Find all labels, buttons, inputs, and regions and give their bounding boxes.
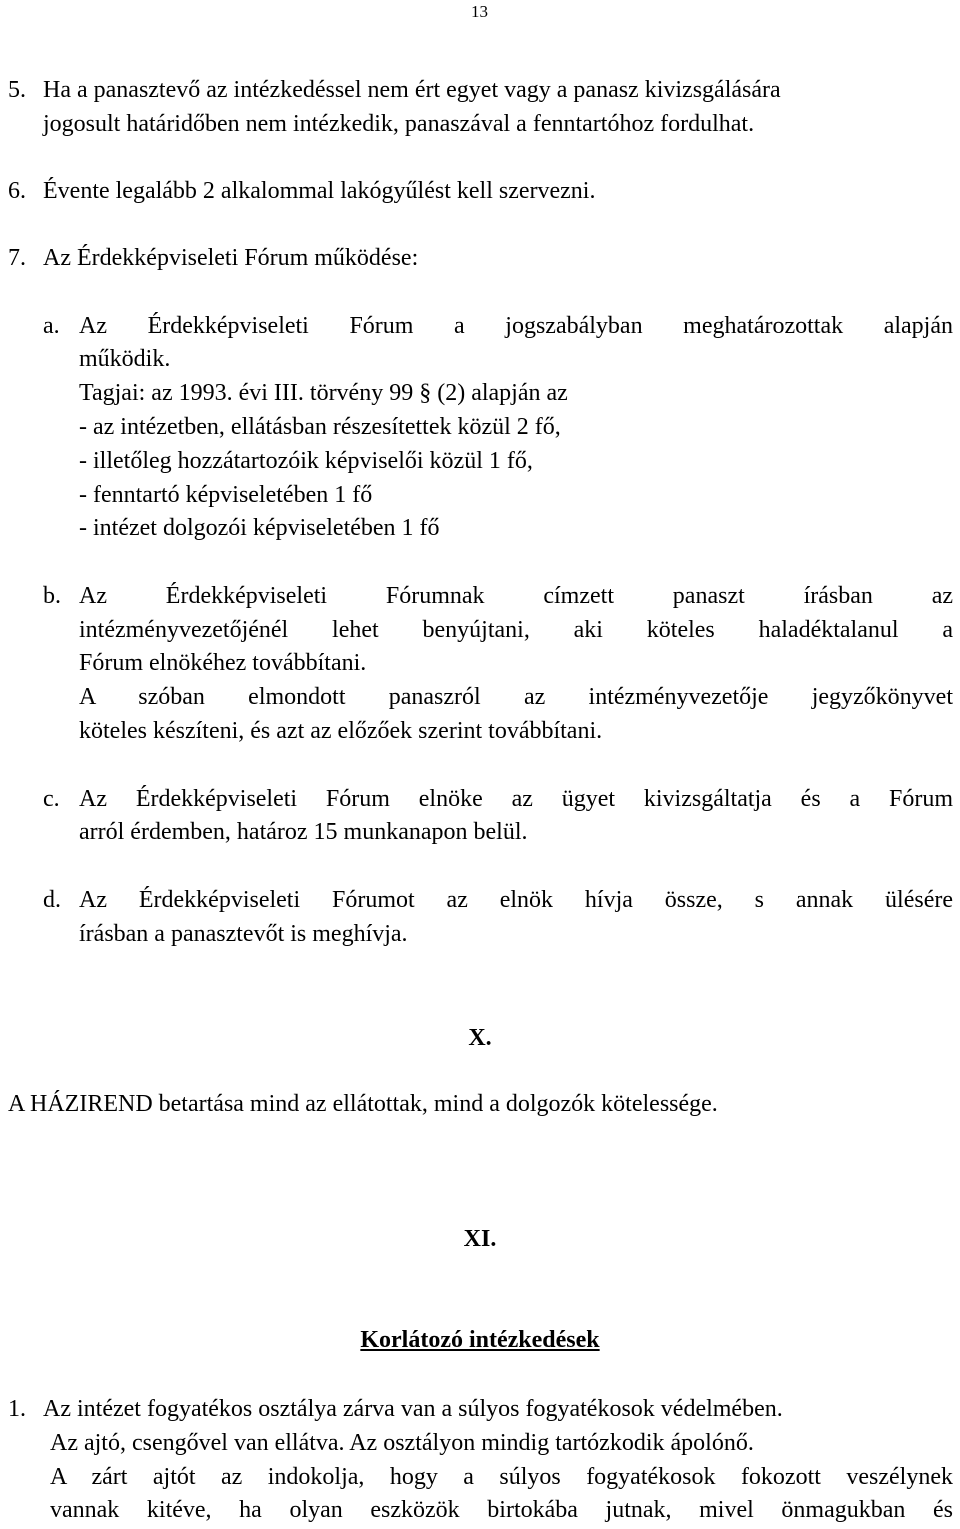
sub-a-member-2: - illetőleg hozzátartozóik képviselői közül 1 fő, bbox=[79, 448, 533, 474]
section-xi-line-3: A zárt ajtót az indokolja, hogy a súlyos fogyatékosok fokozott veszélynek bbox=[50, 1464, 953, 1490]
sub-d-line-1: Az Érdekképviseleti Fórumot az elnök hívja össze, s annak ülésére bbox=[79, 887, 953, 913]
sub-a-member-4: - intézet dolgozói képviseletében 1 fő bbox=[79, 515, 440, 541]
sub-c-line-2: arról érdemben, határoz 15 munkanapon belül. bbox=[79, 819, 528, 845]
sub-a-line-1: Az Érdekképviseleti Fórum a jogszabályban meghatározottak alapján bbox=[79, 313, 953, 339]
section-xi-line-1: Az intézet fogyatékos osztálya zárva van a súlyos fogyatékosok védelmében. bbox=[43, 1396, 783, 1422]
item-5-line-1: Ha a panasztevő az intézkedéssel nem ért egyet vagy a panasz kivizsgálására bbox=[43, 77, 781, 103]
section-xi-line-2: Az ajtó, csengővel van ellátva. Az osztályon mindig tartózkodik ápolónő. bbox=[50, 1430, 754, 1456]
section-x-text: A HÁZIREND betartása mind az ellátottak, mind a dolgozók kötelessége. bbox=[8, 1091, 718, 1117]
item-6-number: 6. bbox=[8, 178, 26, 204]
section-xi-item-1-number: 1. bbox=[8, 1396, 26, 1422]
sub-b-letter: b. bbox=[43, 583, 61, 609]
sub-a-letter: a. bbox=[43, 313, 60, 339]
sub-c-letter: c. bbox=[43, 786, 60, 812]
sub-a-line-3: Tagjai: az 1993. évi III. törvény 99 § (2) alapján az bbox=[79, 380, 568, 406]
sub-b-line-5: köteles készíteni, és azt az előzőek szerint továbbítani. bbox=[79, 718, 603, 744]
item-6-text: Évente legalább 2 alkalommal lakógyűlést kell szervezni. bbox=[43, 178, 596, 204]
item-7-text: Az Érdekképviseleti Fórum működése: bbox=[43, 245, 419, 271]
sub-b-line-1: Az Érdekképviseleti Fórumnak címzett panaszt írásban az bbox=[79, 583, 953, 609]
sub-a-line-2: működik. bbox=[79, 346, 171, 372]
page-number: 13 bbox=[471, 2, 488, 21]
sub-c-line-1: Az Érdekképviseleti Fórum elnöke az ügyet kivizsgáltatja és a Fórum bbox=[79, 786, 953, 812]
section-xi-title: Korlátozó intézkedések bbox=[360, 1327, 600, 1353]
section-xi-line-4: vannak kitéve, ha olyan eszközök birtokába jutnak, mivel önmagukban és bbox=[50, 1497, 953, 1523]
sub-a-member-1: - az intézetben, ellátásban részesítettek közül 2 fő, bbox=[79, 414, 561, 440]
item-5-line-2: jogosult határidőben nem intézkedik, panaszával a fenntartóhoz fordulhat. bbox=[43, 111, 755, 137]
sub-d-line-2: írásban a panasztevőt is meghívja. bbox=[79, 921, 408, 947]
section-x-heading: X. bbox=[468, 1025, 492, 1051]
sub-b-line-4: A szóban elmondott panaszról az intézményvezetője jegyzőkönyvet bbox=[79, 684, 953, 710]
sub-b-line-2: intézményvezetőjénél lehet benyújtani, aki köteles haladéktalanul a bbox=[79, 617, 953, 643]
section-xi-heading: XI. bbox=[463, 1226, 497, 1252]
item-5-number: 5. bbox=[8, 77, 26, 103]
sub-d-letter: d. bbox=[43, 887, 61, 913]
item-7-number: 7. bbox=[8, 245, 26, 271]
sub-a-member-3: - fenntartó képviseletében 1 fő bbox=[79, 482, 373, 508]
sub-b-line-3: Fórum elnökéhez továbbítani. bbox=[79, 650, 367, 676]
